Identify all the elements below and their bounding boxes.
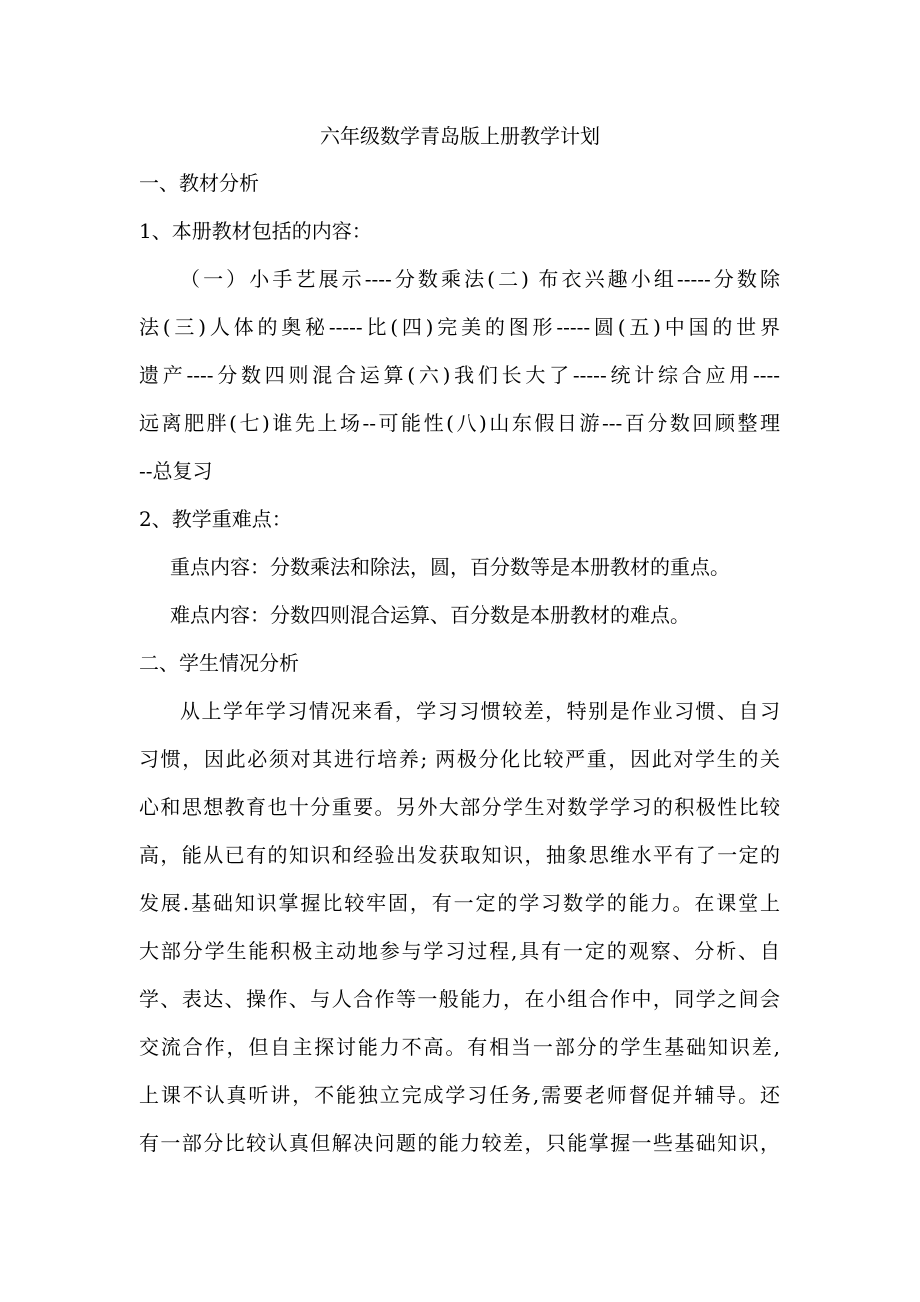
difficult-points-text: 难点内容：分数四则混合运算、百分数是本册教材的难点。	[170, 603, 690, 627]
content-line: 远离肥胖(七)谁先上场--可能性(八)山东假日游---百分数回顾整理	[139, 411, 780, 435]
paragraph-line: 从上学年学习情况来看，学习习惯较差，特别是作业习惯、自习	[180, 699, 780, 723]
subheading-key-difficult-points: 2、教学重难点：	[139, 507, 292, 531]
paragraph-line: 高，能从已有的知识和经验出发获取知识，抽象思维水平有了一定的	[139, 843, 780, 867]
paragraph-line: 发展.基础知识掌握比较牢固，有一定的学习数学的能力。在课堂上	[139, 891, 780, 915]
paragraph-line: 习惯，因此必须对其进行培养; 两极分化比较严重，因此对学生的关	[139, 747, 780, 771]
page-title: 六年级数学青岛版上册教学计划	[320, 124, 600, 148]
paragraph-line: 有一部分比较认真但解决问题的能力较差，只能掌握一些基础知识，	[139, 1131, 780, 1155]
key-points-text: 重点内容：分数乘法和除法，圆，百分数等是本册教材的重点。	[170, 555, 730, 579]
section-heading-textbook-analysis: 一、教材分析	[139, 171, 259, 195]
subheading-textbook-content: 1、本册教材包括的内容：	[139, 219, 372, 243]
paragraph-line: 上课不认真听讲，不能独立完成学习任务,需要老师督促并辅导。还	[139, 1083, 780, 1107]
paragraph-line: 交流合作，但自主探讨能力不高。有相当一部分的学生基础知识差,	[139, 1035, 780, 1059]
content-line: （一）小手艺展示----分数乘法(二) 布衣兴趣小组-----分数除	[180, 267, 780, 291]
content-line: 法(三)人体的奥秘-----比(四)完美的图形-----圆(五)中国的世界	[139, 315, 780, 339]
content-line: 遗产----分数四则混合运算(六)我们长大了-----统计综合应用----	[139, 363, 780, 387]
paragraph-line: 学、表达、操作、与人合作等一般能力，在小组合作中，同学之间会	[139, 987, 780, 1011]
paragraph-line: 心和思想教育也十分重要。另外大部分学生对数学学习的积极性比较	[139, 795, 780, 819]
content-line: --总复习	[139, 459, 213, 483]
section-heading-student-analysis: 二、学生情况分析	[139, 651, 299, 675]
paragraph-line: 大部分学生能积极主动地参与学习过程,具有一定的观察、分析、自	[139, 939, 780, 963]
